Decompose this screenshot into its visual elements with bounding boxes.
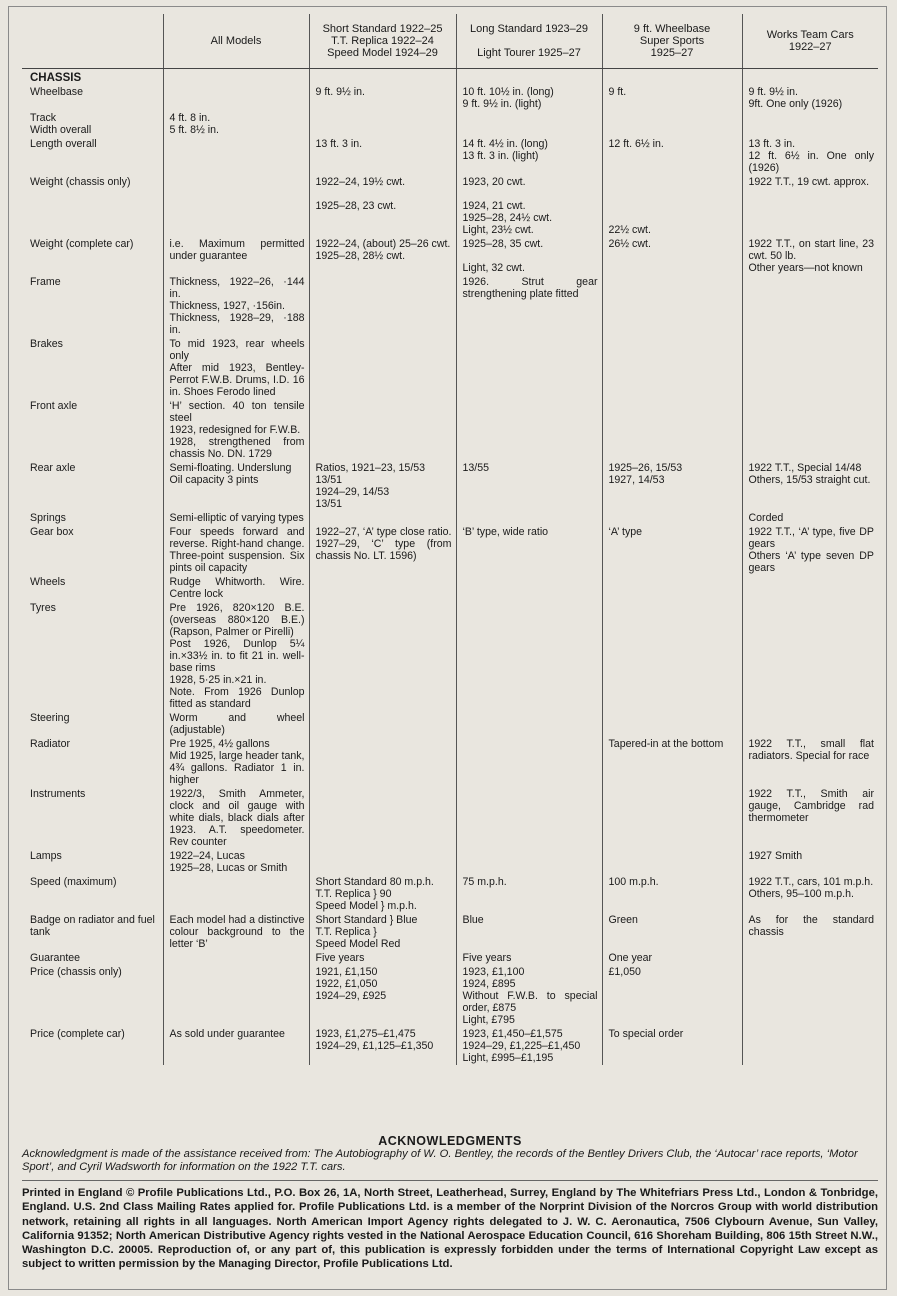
- table-row: [22, 237, 878, 275]
- table-row: [22, 575, 878, 601]
- table-cell: Tapered-in at the bottom: [602, 737, 742, 787]
- table-cell: [742, 337, 878, 399]
- table-cell: 1922 T.T., Special 14/48 Others, 15/53 straight cut.: [742, 461, 878, 511]
- row-label: Wheelbase: [22, 85, 163, 111]
- table-cell: [456, 711, 602, 737]
- table-cell: [456, 511, 602, 525]
- table-cell: 13 ft. 3 in.: [309, 137, 456, 175]
- table-row: [22, 737, 878, 787]
- table-cell: [742, 711, 878, 737]
- table-cell: £1,050: [602, 965, 742, 1027]
- table-cell: 1922–24, 19½ cwt. 1925–28, 23 cwt.: [309, 175, 456, 237]
- table-cell: [309, 275, 456, 337]
- table-cell: [742, 111, 878, 137]
- row-label: Lamps: [22, 849, 163, 875]
- table-cell: [456, 399, 602, 461]
- table-cell: [309, 337, 456, 399]
- table-cell: Five years: [309, 951, 456, 965]
- table-cell: ‘A’ type: [602, 525, 742, 575]
- table-cell: Four speeds forward and reverse. Right-hand change. Three-point suspension. Six pints oil capacity: [163, 525, 309, 575]
- column-header: Short Standard 1922–25 T.T. Replica 1922–24 Speed Model 1924–29: [309, 14, 456, 69]
- table-cell: ‘H’ section. 40 ton tensile steel 1923, redesigned for F.W.B. 1928, strengthened from chassis No. DN. 1729: [163, 399, 309, 461]
- table-cell: Short Standard 80 m.p.h. T.T. Replica } 90 Speed Model } m.p.h.: [309, 875, 456, 913]
- row-label: Radiator: [22, 737, 163, 787]
- table-cell: 1922 T.T., on start line, 23 cwt. 50 lb. Other years—not known: [742, 237, 878, 275]
- row-label: Wheels: [22, 575, 163, 601]
- table-cell: [602, 337, 742, 399]
- table-cell: 1922 T.T., cars, 101 m.p.h. Others, 95–100 m.p.h.: [742, 875, 878, 913]
- table-cell: [742, 275, 878, 337]
- table-cell: [309, 399, 456, 461]
- table-row: [22, 337, 878, 399]
- table-cell: To special order: [602, 1027, 742, 1065]
- table-cell: [309, 711, 456, 737]
- table-cell: Thickness, 1922–26, ·144 in. Thickness, 1927, ·156in. Thickness, 1928–29, ·188 in.: [163, 275, 309, 337]
- table-cell: ‘B’ type, wide ratio: [456, 525, 602, 575]
- table-cell: [163, 875, 309, 913]
- table-cell: Short Standard } Blue T.T. Replica } Speed Model Red: [309, 913, 456, 951]
- row-label: Track Width overall: [22, 111, 163, 137]
- table-row: [22, 399, 878, 461]
- table-cell: 1923, £1,275–£1,475 1924–29, £1,125–£1,350: [309, 1027, 456, 1065]
- table-cell: [602, 575, 742, 601]
- table-cell: 1922–27, ‘A’ type close ratio. 1927–29, ‘C’ type (from chassis No. LT. 1596): [309, 525, 456, 575]
- table-cell: [163, 965, 309, 1027]
- table-cell: Pre 1926, 820×120 B.E. (overseas 880×120 B.E.) (Rapson, Palmer or Pirelli) Post 1926, Dunlop 5¼ in.×33½ in. to fit 21 in. well-base rims 1928, 5·25 in.×21 in. Note. From 1926 Dunlop fitted as standard: [163, 601, 309, 711]
- table-cell: 9 ft. 9½ in.: [309, 85, 456, 111]
- table-row: [22, 965, 878, 1027]
- table-cell: [602, 601, 742, 711]
- table-cell: [602, 787, 742, 849]
- table-cell: 1927 Smith: [742, 849, 878, 875]
- table-cell: 75 m.p.h.: [456, 875, 602, 913]
- table-cell: [309, 601, 456, 711]
- column-header: Long Standard 1923–29 Light Tourer 1925–27: [456, 14, 602, 69]
- table-row: [22, 175, 878, 237]
- table-row: [22, 1027, 878, 1065]
- row-label: Brakes: [22, 337, 163, 399]
- table-row: [22, 913, 878, 951]
- row-label: Instruments: [22, 787, 163, 849]
- table-cell: [456, 849, 602, 875]
- table-cell: Pre 1925, 4½ gallons Mid 1925, large header tank, 4¾ gallons. Radiator 1 in. higher: [163, 737, 309, 787]
- table-row: [22, 85, 878, 111]
- table-cell: Worm and wheel (adjustable): [163, 711, 309, 737]
- table-cell: [742, 601, 878, 711]
- table-cell: 1921, £1,150 1922, £1,050 1924–29, £925: [309, 965, 456, 1027]
- table-cell: 1922 T.T., Smith air gauge, Cambridge rad thermometer: [742, 787, 878, 849]
- table-cell: 1923, £1,450–£1,575 1924–29, £1,225–£1,450 Light, £995–£1,195: [456, 1027, 602, 1065]
- table-row: [22, 601, 878, 711]
- row-label: Springs: [22, 511, 163, 525]
- table-cell: Rudge Whitworth. Wire. Centre lock: [163, 575, 309, 601]
- table-row: [22, 111, 878, 137]
- table-body: [22, 69, 878, 1066]
- row-label: Frame: [22, 275, 163, 337]
- table-cell: 100 m.p.h.: [602, 875, 742, 913]
- table-cell: [602, 511, 742, 525]
- table-cell: [742, 575, 878, 601]
- table-cell: [602, 111, 742, 137]
- table-row: [22, 787, 878, 849]
- table-cell: 1925–26, 15/53 1927, 14/53: [602, 461, 742, 511]
- column-header: All Models: [163, 14, 309, 69]
- acknowledgments-title: ACKNOWLEDGMENTS: [378, 1134, 522, 1148]
- row-label: Steering: [22, 711, 163, 737]
- table-cell: As sold under guarantee: [163, 1027, 309, 1065]
- table-row: [22, 875, 878, 913]
- table-cell: Green: [602, 913, 742, 951]
- table-cell: 1923, 20 cwt. 1924, 21 cwt. 1925–28, 24½ cwt. Light, 23½ cwt.: [456, 175, 602, 237]
- table-cell: [742, 965, 878, 1027]
- row-label: Price (complete car): [22, 1027, 163, 1065]
- table-cell: 26½ cwt.: [602, 237, 742, 275]
- table-cell: [456, 601, 602, 711]
- table-cell: 13/55: [456, 461, 602, 511]
- table-cell: Each model had a distinctive colour background to the letter ‘B’: [163, 913, 309, 951]
- row-label: Weight (complete car): [22, 237, 163, 275]
- table-cell: [309, 737, 456, 787]
- table-row: [22, 711, 878, 737]
- table-cell: Corded: [742, 511, 878, 525]
- table-cell: 22½ cwt.: [602, 175, 742, 237]
- table-cell: [309, 787, 456, 849]
- table-cell: 9 ft. 9½ in. 9ft. One only (1926): [742, 85, 878, 111]
- table-cell: Five years: [456, 951, 602, 965]
- table-cell: [742, 399, 878, 461]
- row-label: Guarantee: [22, 951, 163, 965]
- table-cell: i.e. Maximum permitted under guarantee: [163, 237, 309, 275]
- table-cell: 14 ft. 4½ in. (long) 13 ft. 3 in. (light): [456, 137, 602, 175]
- table-cell: Blue: [456, 913, 602, 951]
- imprint-text: Printed in England © Profile Publications Ltd., P.O. Box 26, 1A, North Street, Leatherhead, Surrey, England by The Whitefriars Press Ltd., London & Tonbridge, England. U.S. 2nd Class Mailing Rates applied for. Profile Publications Ltd. is a member of the Norprint Division of the Norcros Group with world distribution network, retaining all rights in all languages. North American Import Agency rights delegated to J. W. C. Aeronautica, 7506 Clybourn Avenue, Sun Valley, California 91352; North American Distributive Agency rights vested in the National Aerospace Education Council, 616 Shoreham Building, 806 15th Street N.W., Washington D.C. 20005. Reproduction of, or any part of, this publication is expressly forbidden under the terms of International Copyright Law except as subject to written permission by the Managing Director, Profile Publications Ltd.: [22, 1187, 878, 1271]
- row-label: Front axle: [22, 399, 163, 461]
- row-label: Rear axle: [22, 461, 163, 511]
- row-label: Length overall: [22, 137, 163, 175]
- table-cell: To mid 1923, rear wheels only After mid 1923, Bentley-Perrot F.W.B. Drums, I.D. 16 in. Shoes Ferodo lined: [163, 337, 309, 399]
- table-cell: One year: [602, 951, 742, 965]
- table-cell: 1922–24, Lucas 1925–28, Lucas or Smith: [163, 849, 309, 875]
- row-label: Speed (maximum): [22, 875, 163, 913]
- table-cell: 1923, £1,100 1924, £895 Without F.W.B. to special order, £875 Light, £795: [456, 965, 602, 1027]
- header-row: [22, 14, 878, 69]
- table-cell: 1925–28, 35 cwt. Light, 32 cwt.: [456, 237, 602, 275]
- table-cell: 9 ft.: [602, 85, 742, 111]
- row-label: Badge on radiator and fuel tank: [22, 913, 163, 951]
- table-cell: 1926. Strut gear strengthening plate fitted: [456, 275, 602, 337]
- table-cell: [163, 137, 309, 175]
- column-header: [22, 14, 163, 69]
- table-cell: [309, 511, 456, 525]
- column-header: 9 ft. Wheelbase Super Sports 1925–27: [602, 14, 742, 69]
- table-row: [22, 849, 878, 875]
- acknowledgments-text: Acknowledgment is made of the assistance received from: The Autobiography of W. O. Bentley, the records of the Bentley Drivers Club, the ‘Autocar’ race reports, ‘Motor Sport’, and Cyril Wadsworth for information on the 1922 T.T. cars.: [22, 1148, 858, 1173]
- table-cell: [456, 337, 602, 399]
- table-cell: [602, 849, 742, 875]
- table-cell: 1922 T.T., ‘A’ type, five DP gears Others ‘A’ type seven DP gears: [742, 525, 878, 575]
- column-header: Works Team Cars 1922–27: [742, 14, 878, 69]
- table-cell: [456, 575, 602, 601]
- table-cell: 4 ft. 8 in. 5 ft. 8½ in.: [163, 111, 309, 137]
- table-cell: 1922 T.T., 19 cwt. approx.: [742, 175, 878, 237]
- table-cell: [163, 175, 309, 237]
- table-cell: 1922 T.T., small flat radiators. Special for race: [742, 737, 878, 787]
- table-cell: Ratios, 1921–23, 15/53 13/51 1924–29, 14/53 13/51: [309, 461, 456, 511]
- table-row: [22, 951, 878, 965]
- table-row: [22, 275, 878, 337]
- table-cell: [163, 85, 309, 111]
- table-cell: [602, 711, 742, 737]
- row-label: Tyres: [22, 601, 163, 711]
- table-cell: [602, 399, 742, 461]
- table-cell: [602, 275, 742, 337]
- table-cell: [309, 575, 456, 601]
- table-row: [22, 137, 878, 175]
- table-row: [22, 511, 878, 525]
- table-cell: [456, 111, 602, 137]
- table-cell: 10 ft. 10½ in. (long) 9 ft. 9½ in. (light): [456, 85, 602, 111]
- table-cell: [163, 951, 309, 965]
- row-label: Gear box: [22, 525, 163, 575]
- row-label: Weight (chassis only): [22, 175, 163, 237]
- table-cell: 12 ft. 6½ in.: [602, 137, 742, 175]
- section-row: [22, 69, 878, 86]
- table-cell: [456, 787, 602, 849]
- table-cell: Semi-floating. Underslung Oil capacity 3 pints: [163, 461, 309, 511]
- table-cell: [309, 849, 456, 875]
- table-cell: 13 ft. 3 in. 12 ft. 6½ in. One only (1926): [742, 137, 878, 175]
- table-row: [22, 461, 878, 511]
- table-cell: [742, 951, 878, 965]
- table-cell: [456, 737, 602, 787]
- table-cell: 1922–24, (about) 25–26 cwt. 1925–28, 28½ cwt.: [309, 237, 456, 275]
- table-cell: Semi-elliptic of varying types: [163, 511, 309, 525]
- table-cell: [309, 111, 456, 137]
- table-cell: 1922/3, Smith Ammeter, clock and oil gauge with white dials, black dials after 1923. A.T. speedometer. Rev counter: [163, 787, 309, 849]
- table-cell: As for the standard chassis: [742, 913, 878, 951]
- table-row: [22, 525, 878, 575]
- table-cell: [742, 1027, 878, 1065]
- divider: [22, 1180, 878, 1181]
- specification-table: [22, 14, 878, 1065]
- section-title: CHASSIS: [22, 69, 163, 86]
- row-label: Price (chassis only): [22, 965, 163, 1027]
